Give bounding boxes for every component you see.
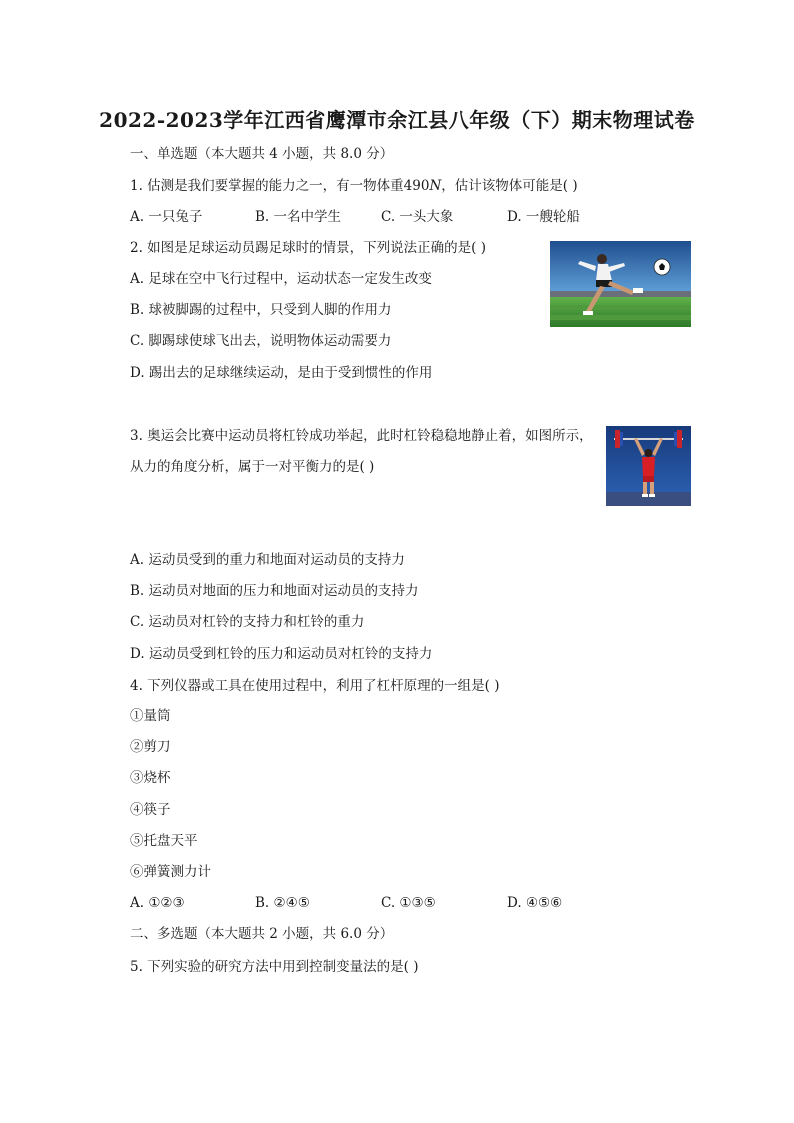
question-4-option-c[interactable]: C. ①③⑤ [381,895,436,911]
question-2-option-c[interactable]: C. 脚踢球使球飞出去，说明物体运动需要力 [130,333,392,349]
question-4-item-3: ③烧杯 [130,770,171,786]
question-4-item-1: ①量筒 [130,708,171,724]
question-4-option-d[interactable]: D. ④⑤⑥ [507,895,563,911]
weightlifter-image [606,426,691,506]
soccer-player-image [550,241,691,327]
question-1-option-b[interactable]: B. 一名中学生 [255,209,342,225]
question-4-stem: 4. 下列仪器或工具在使用过程中，利用了杠杆原理的一组是( ) [130,678,500,694]
question-2-option-b[interactable]: B. 球被脚踢的过程中，只受到人脚的作用力 [130,302,392,318]
question-1-option-a[interactable]: A. 一只兔子 [130,209,203,225]
question-1-stem-post: ，估计该物体可能是( ) [441,178,578,194]
question-1-option-d[interactable]: D. 一艘轮船 [507,209,580,225]
question-4-item-4: ④筷子 [130,802,171,818]
exam-title: 2022-2023学年江西省鹰潭市余江县八年级（下）期末物理试卷 [99,108,695,132]
question-2-stem: 2. 如图是足球运动员踢足球时的情景，下列说法正确的是( ) [130,240,486,256]
question-4-item-5: ⑤托盘天平 [130,833,198,849]
weightlifter-illustration [606,426,691,506]
question-5-stem: 5. 下列实验的研究方法中用到控制变量法的是( ) [130,959,419,975]
question-3-stem-line-2: 从力的角度分析，属于一对平衡力的是( ) [130,459,375,475]
question-3-option-a[interactable]: A. 运动员受到的重力和地面对运动员的支持力 [130,552,405,568]
question-3-stem-line-1: 3. 奥运会比赛中运动员将杠铃成功举起，此时杠铃稳稳地静止着，如图所示， [130,428,593,444]
question-2-option-a[interactable]: A. 足球在空中飞行过程中，运动状态一定发生改变 [130,271,432,287]
question-2-option-d[interactable]: D. 踢出去的足球继续运动，是由于受到惯性的作用 [130,365,433,381]
question-1-option-c[interactable]: C. 一头大象 [381,209,454,225]
question-4-item-2: ②剪刀 [130,739,171,755]
question-1-unit: N [429,178,442,194]
question-4-option-b[interactable]: B. ②④⑤ [255,895,310,911]
question-4-item-6: ⑥弹簧测力计 [130,864,211,880]
question-3-option-d[interactable]: D. 运动员受到杠铃的压力和运动员对杠铃的支持力 [130,646,433,662]
question-1-stem [130,176,578,196]
section-heading-multiple-choice: 二、多选题（本大题共 2 小题，共 6.0 分） [130,926,394,942]
section-heading-single-choice: 一、单选题（本大题共 4 小题，共 8.0 分） [130,146,394,162]
question-1-stem-pre: 1. 估测是我们要掌握的能力之一，有一物体重490 [130,178,430,194]
question-3-option-b[interactable]: B. 运动员对地面的压力和地面对运动员的支持力 [130,583,419,599]
question-4-option-a[interactable]: A. ①②③ [130,895,185,911]
soccer-illustration [550,241,691,327]
question-3-option-c[interactable]: C. 运动员对杠铃的支持力和杠铃的重力 [130,614,365,630]
